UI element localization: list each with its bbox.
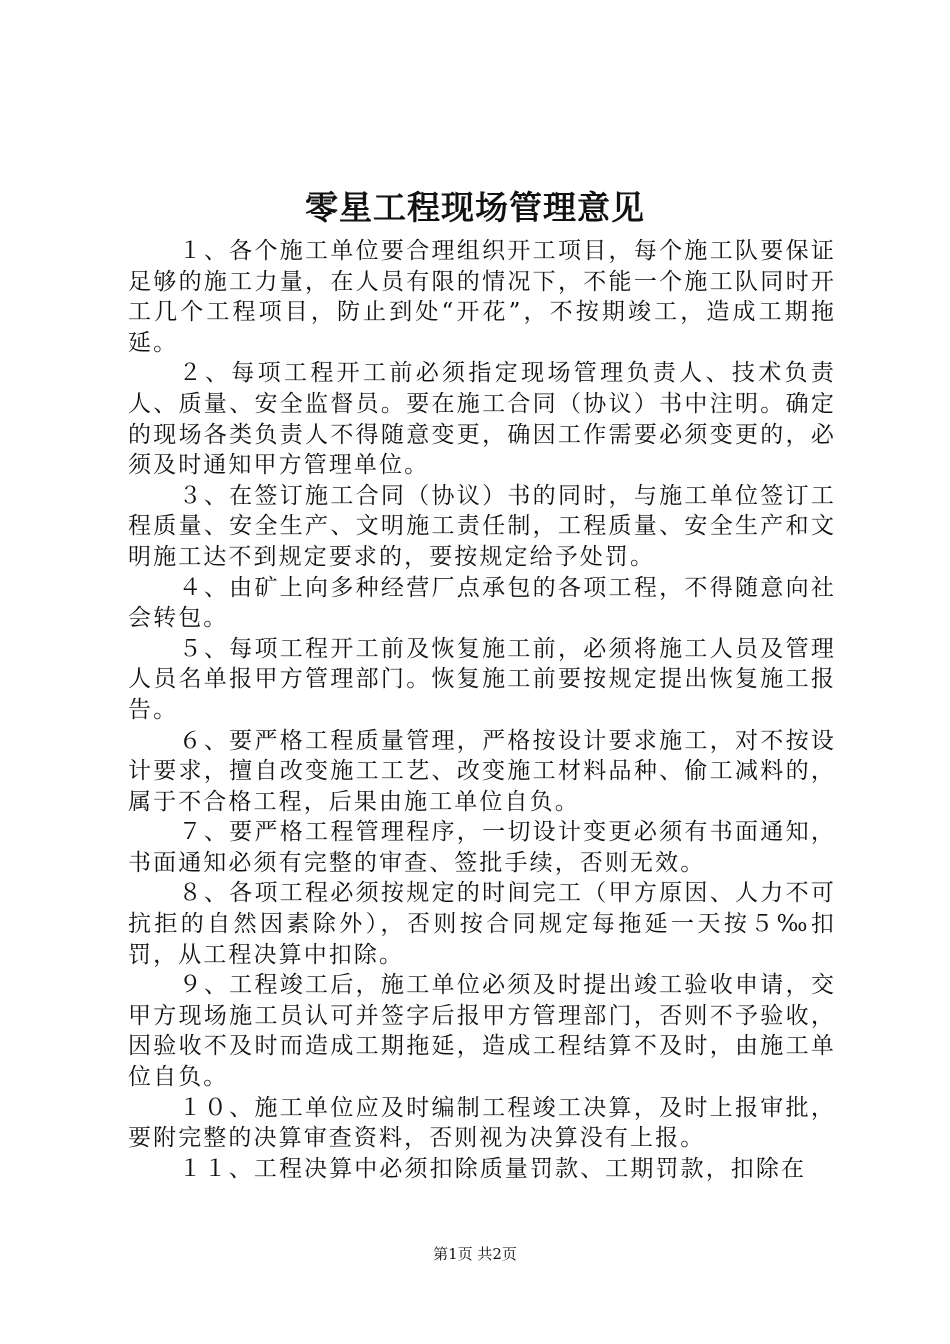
paragraph-8: ８、各项工程必须按规定的时间完工（甲方原因、人力不可抗拒的自然因素除外），否则按合同规定每拖延一天按５‰扣罚，从工程决算中扣除。 <box>128 880 836 968</box>
paragraph-5: ５、每项工程开工前及恢复施工前，必须将施工人员及管理人员名单报甲方管理部门。恢复施工前要按规定提出恢复施工报告。 <box>128 635 836 723</box>
paragraph-3: ３、在签订施工合同（协议）书的同时，与施工单位签订工程质量、安全生产、文明施工责任制，工程质量、安全生产和文明施工达不到规定要求的，要按规定给予处罚。 <box>128 482 836 570</box>
paragraph-9: ９、工程竣工后，施工单位必须及时提出竣工验收申请，交甲方现场施工员认可并签字后报甲方管理部门，否则不予验收，因验收不及时而造成工期拖延，造成工程结算不及时，由施工单位自负。 <box>128 972 836 1091</box>
paragraph-2: ２、每项工程开工前必须指定现场管理负责人、技术负责人、质量、安全监督员。要在施工合同（协议）书中注明。确定的现场各类负责人不得随意变更，确因工作需要必须变更的，必须及时通知甲方管理单位。 <box>128 360 836 479</box>
document-body <box>128 236 836 1184</box>
page-number-footer: 第1页 共2页 <box>433 1245 517 1263</box>
paragraph-6: ６、要严格工程质量管理，严格按设计要求施工，对不按设计要求，擅自改变施工工艺、改变施工材料品种、偷工减料的，属于不合格工程，后果由施工单位自负。 <box>128 727 836 815</box>
document-title: 零星工程现场管理意见 <box>305 188 645 227</box>
paragraph-7: ７、要严格工程管理程序，一切设计变更必须有书面通知，书面通知必须有完整的审查、签批手续，否则无效。 <box>128 819 836 876</box>
paragraph-1: １、各个施工单位要合理组织开工项目，每个施工队要保证足够的施工力量，在人员有限的情况下，不能一个施工队同时开工几个工程项目，防止到处“开花”，不按期竣工，造成工期拖延。 <box>128 238 836 356</box>
paragraph-4: ４、由矿上向多种经营厂点承包的各项工程，不得随意向社会转包。 <box>128 574 836 632</box>
paragraph-10: １０、施工单位应及时编制工程竣工决算，及时上报审批，要附完整的决算审查资料，否则视为决算没有上报。 <box>128 1094 836 1152</box>
paragraph-11: １１、工程决算中必须扣除质量罚款、工期罚款，扣除在 <box>178 1155 807 1182</box>
